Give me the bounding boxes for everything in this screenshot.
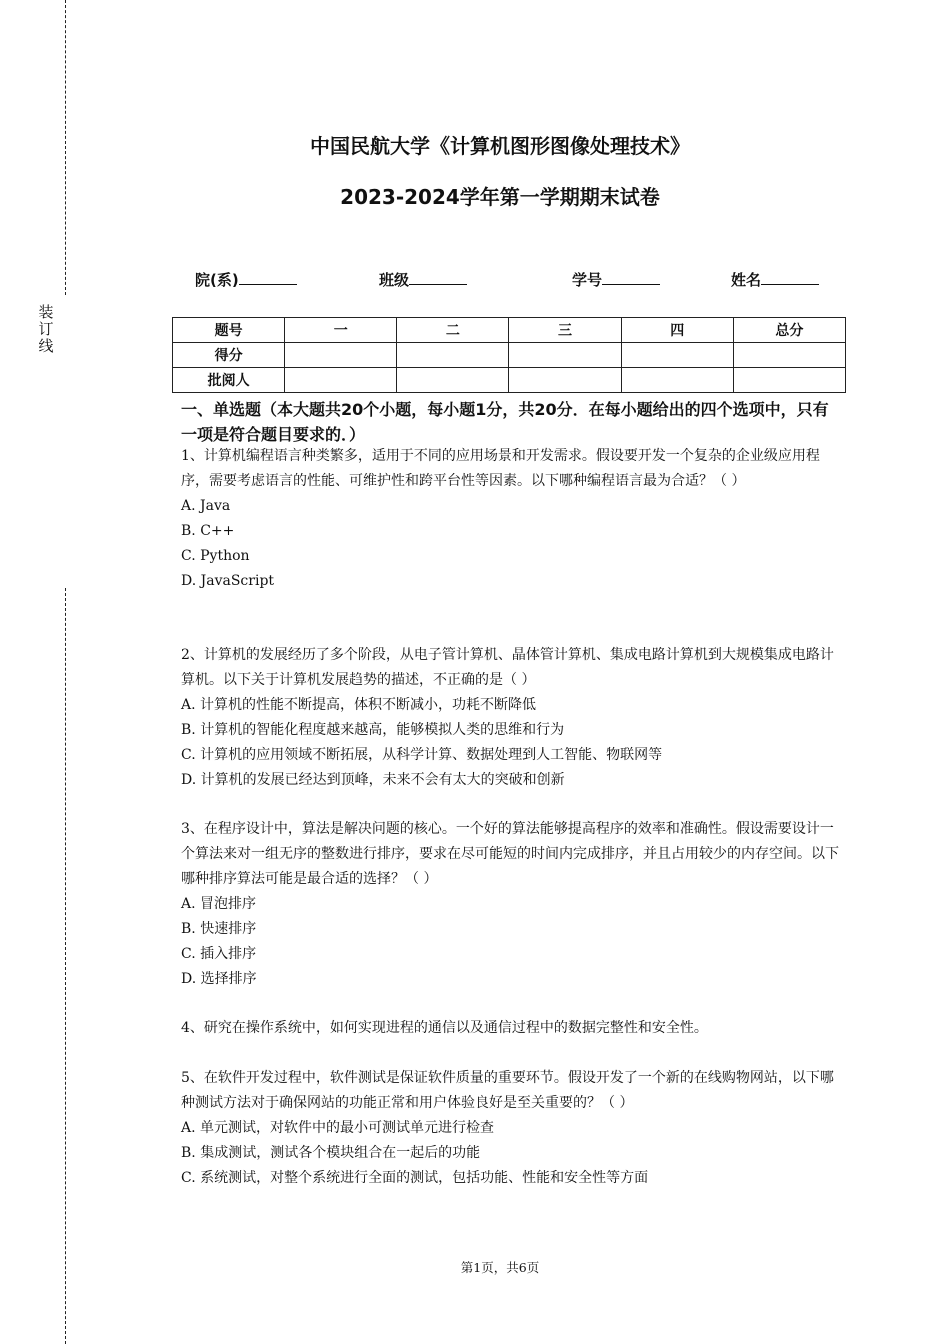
option-c: C. 系统测试，对整个系统进行全面的测试，包括功能、性能和安全性等方面 (181, 1170, 649, 1186)
score-row (173, 343, 846, 368)
question-1 (181, 444, 841, 594)
score-table-header-cell: 题号 (173, 318, 285, 343)
student-id-field: 学号 (572, 269, 660, 290)
score-table-header-cell: 二 (397, 318, 509, 343)
score-table-header-cell: 一 (285, 318, 397, 343)
question-2 (181, 643, 841, 793)
option-d: D. JavaScript (181, 573, 275, 589)
reviewer-row (173, 368, 846, 393)
option-c: C. 计算机的应用领域不断拓展，从科学计算、数据处理到人工智能、物联网等 (181, 747, 663, 763)
score-table-header-cell: 四 (621, 318, 733, 343)
reviewer-cell (397, 368, 509, 393)
option-d: D. 计算机的发展已经达到顶峰，未来不会有太大的突破和创新 (181, 772, 565, 788)
option-c: C. 插入排序 (181, 946, 257, 962)
question-5 (181, 1066, 841, 1191)
option-a: A. 单元测试，对软件中的最小可测试单元进行检查 (181, 1120, 495, 1136)
option-a: A. 计算机的性能不断提高，体积不断减小，功耗不断降低 (181, 697, 537, 713)
option-a: A. 冒泡排序 (181, 896, 257, 912)
reviewer-cell (509, 368, 621, 393)
name-field: 姓名 (731, 269, 819, 290)
option-c: C. Python (181, 548, 250, 564)
score-cell (621, 343, 733, 368)
binding-label: 装订线 (38, 303, 54, 355)
option-b: B. 快速排序 (181, 921, 257, 937)
option-a: A. Java (181, 498, 231, 514)
college-field: 院(系) (195, 269, 297, 290)
exam-subtitle: 2023-2024学年第一学期期末试卷 (340, 185, 660, 209)
class-field: 班级 (379, 269, 467, 290)
score-cell (733, 343, 845, 368)
section-1-heading: 一、单选题（本大题共20个小题，每小题1分，共20分．在每小题给出的四个选项中，只有一项是符合题目要求的．） (181, 400, 829, 444)
score-table-header-row (173, 318, 846, 343)
reviewer-cell (621, 368, 733, 393)
reviewer-row-label: 批阅人 (173, 368, 285, 393)
score-table-header-cell: 总分 (733, 318, 845, 343)
question-stem: 2、计算机的发展经历了多个阶段，从电子管计算机、晶体管计算机、集成电路计算机到大规模集成电路计算机。以下关于计算机发展趋势的描述，不正确的是（ ） (181, 647, 834, 688)
option-b: B. 集成测试，测试各个模块组合在一起后的功能 (181, 1145, 481, 1161)
score-row-label: 得分 (173, 343, 285, 368)
question-3 (181, 817, 841, 992)
option-d: D. 选择排序 (181, 971, 257, 987)
question-4 (181, 1016, 841, 1041)
reviewer-cell (285, 368, 397, 393)
score-table-header-cell: 三 (509, 318, 621, 343)
exam-title: 中国民航大学《计算机图形图像处理技术》 (310, 134, 690, 158)
score-cell (397, 343, 509, 368)
question-stem: 4、研究在操作系统中，如何实现进程的通信以及通信过程中的数据完整性和安全性。 (181, 1020, 708, 1036)
binding-line-bottom (65, 588, 66, 1344)
question-stem: 3、在程序设计中，算法是解决问题的核心。一个好的算法能够提高程序的效率和准确性。假设需要设计一个算法来对一组无序的整数进行排序，要求在尽可能短的时间内完成排序，并且占用较少的内存空间。以下哪种排序算法可能是最合适的选择？（ ） (181, 821, 839, 887)
score-cell (285, 343, 397, 368)
question-stem: 1、计算机编程语言种类繁多，适用于不同的应用场景和开发需求。假设要开发一个复杂的企业级应用程序，需要考虑语言的性能、可维护性和跨平台性等因素。以下哪种编程语言最为合适？（ ） (181, 448, 820, 489)
option-b: B. C++ (181, 523, 235, 539)
score-cell (509, 343, 621, 368)
question-stem: 5、在软件开发过程中，软件测试是保证软件质量的重要环节。假设开发了一个新的在线购物网站，以下哪种测试方法对于确保网站的功能正常和用户体验良好是至关重要的？（ ） (181, 1070, 834, 1111)
page-footer: 第1页，共6页 (460, 1260, 540, 1275)
score-table (172, 317, 846, 393)
reviewer-cell (733, 368, 845, 393)
option-b: B. 计算机的智能化程度越来越高，能够模拟人类的思维和行为 (181, 722, 565, 738)
